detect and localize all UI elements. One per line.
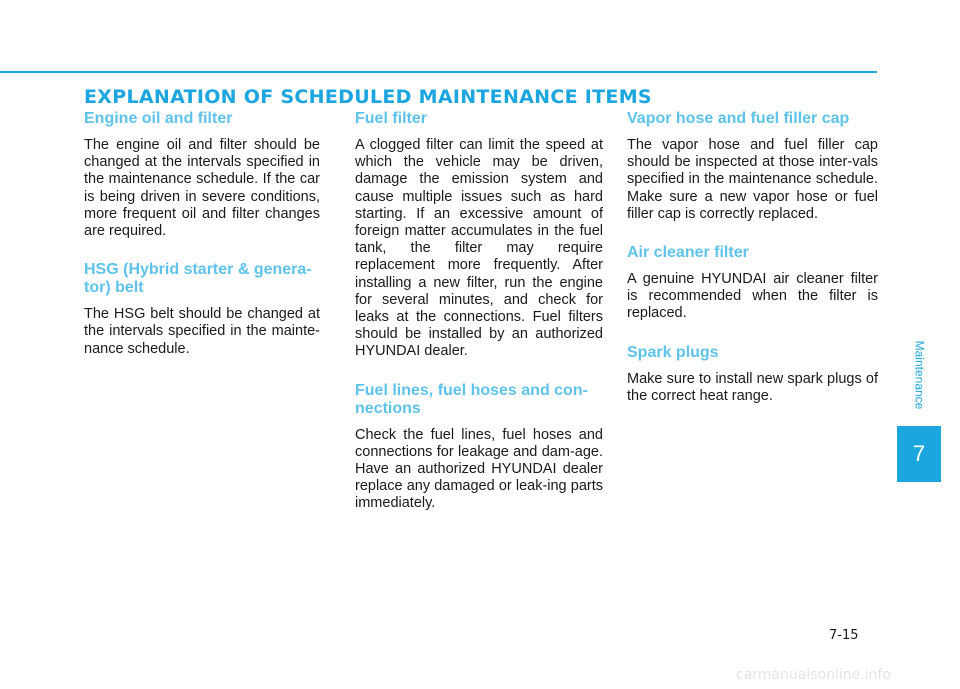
item-hsg-belt — [84, 261, 320, 358]
item-heading: Vapor hose and fuel filler cap — [627, 110, 850, 127]
chapter-side-tab — [897, 331, 941, 418]
item-engine-oil — [84, 110, 320, 240]
page-number: 7-15 — [829, 628, 859, 643]
column-2 — [355, 110, 603, 534]
item-heading: Spark plugs — [627, 343, 719, 361]
item-body: The vapor hose and fuel filler cap should be inspected at those inter-vals specified in the maintenance schedule. Make sure a new vapor hose or fuel filler cap is correctly replaced. — [627, 137, 878, 222]
item-air-cleaner — [627, 244, 878, 323]
item-body: The HSG belt should be changed at the intervals specified in the mainte-nance schedule. — [84, 306, 320, 357]
item-heading: Fuel lines, fuel hoses and con-nections — [355, 381, 588, 417]
item-heading: HSG (Hybrid starter & genera-tor) belt — [84, 261, 312, 297]
item-spark-plugs — [627, 344, 878, 405]
item-body: Check the fuel lines, fuel hoses and connections for leakage and dam-age. Have an authorized HYUNDAI dealer replace any damaged or leak-ing parts immediately. — [355, 426, 603, 512]
watermark: carmanualsonline.info — [736, 667, 891, 683]
item-body: A clogged filter can limit the speed at which the vehicle may be driven, damage the emission system and cause multiple issues such as hard starting. If an excessive amount of foreign matter accumulates in the fuel tank, the filter may require replacement more frequently. After installing a new filter, run the engine for several minutes, and check for leaks at the connections. Fuel filters should be installed by an authorized HYUNDAI dealer. — [355, 137, 603, 360]
item-body: Make sure to install new spark plugs of the correct heat range. — [627, 370, 878, 404]
chapter-label: Maintenance — [912, 340, 926, 409]
top-divider — [0, 71, 877, 73]
item-body: The engine oil and filter should be changed at the intervals specified in the maintenance schedule. If the car is being driven in severe conditions, more frequent oil and filter changes are required. — [84, 137, 320, 240]
column-3 — [627, 110, 878, 426]
item-vapor-hose — [627, 110, 878, 223]
item-heading: Air cleaner filter — [627, 244, 749, 262]
item-fuel-filter — [355, 110, 603, 361]
chapter-number-box: 7 — [897, 426, 941, 482]
section-title: EXPLANATION OF SCHEDULED MAINTENANCE ITEMS — [84, 86, 652, 108]
item-heading: Engine oil and filter — [84, 110, 233, 127]
column-1 — [84, 110, 320, 379]
item-body: A genuine HYUNDAI air cleaner filter is recommended when the filter is replaced. — [627, 271, 878, 322]
item-fuel-lines — [355, 382, 603, 513]
item-heading: Fuel filter — [355, 110, 428, 127]
